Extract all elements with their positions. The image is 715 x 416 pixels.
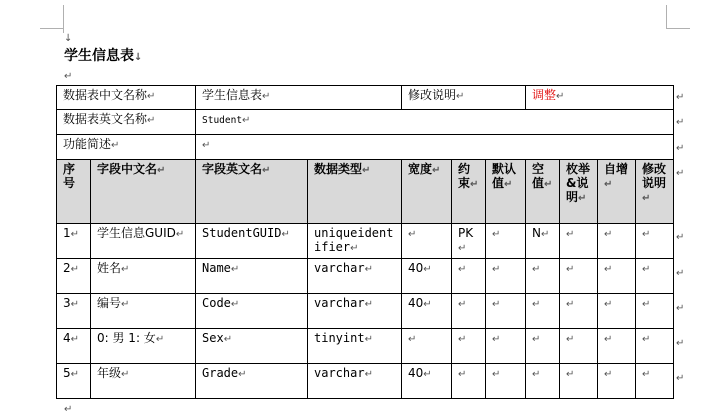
table-row (57, 329, 674, 364)
paragraph-mark: ↵ (64, 71, 73, 82)
document-title[interactable]: 学生信息表↓ (64, 48, 143, 64)
row-end-mark: ↵ (676, 232, 685, 243)
cell-note[interactable]: ↵ (636, 224, 674, 259)
cell-constraint[interactable]: ↵ (452, 364, 486, 399)
cell-enum[interactable]: ↵ (560, 329, 598, 364)
cell-enum[interactable]: ↵ (560, 259, 598, 294)
cell-type[interactable]: varchar↵ (308, 294, 402, 329)
row-end-mark: ↵ (676, 168, 685, 179)
cell-auto[interactable]: ↵ (598, 224, 636, 259)
header-row (57, 160, 674, 224)
cell-note[interactable]: ↵ (636, 259, 674, 294)
cell-no[interactable]: 2↵ (57, 259, 91, 294)
cell-auto[interactable]: ↵ (598, 364, 636, 399)
cell-no[interactable]: 1↵ (57, 224, 91, 259)
cell-note[interactable]: ↵ (636, 329, 674, 364)
row-end-mark: ↵ (676, 117, 685, 128)
cn-name-value[interactable]: 学生信息表↵ (196, 86, 402, 110)
crop-mark-top-left-h (40, 28, 64, 29)
cell-default[interactable]: ↵ (486, 294, 526, 329)
cell-null[interactable]: ↵ (526, 259, 560, 294)
meta-row-en-name (57, 110, 674, 135)
col-header-auto[interactable]: 自增↵ (598, 160, 636, 224)
col-header-en[interactable]: 字段英文名↵ (196, 160, 308, 224)
cell-en[interactable]: Name↵ (196, 259, 308, 294)
cell-width[interactable]: ↵ (402, 329, 452, 364)
crop-mark-top-right-v (666, 5, 667, 28)
cell-type[interactable]: tinyint↵ (308, 329, 402, 364)
cell-note[interactable]: ↵ (636, 294, 674, 329)
cell-auto[interactable]: ↵ (598, 294, 636, 329)
crop-mark-top-right-h (666, 28, 690, 29)
cell-en[interactable]: Sex↵ (196, 329, 308, 364)
cell-constraint[interactable]: ↵ (452, 329, 486, 364)
cell-en[interactable]: Grade↵ (196, 364, 308, 399)
table-row (57, 259, 674, 294)
col-header-enum[interactable]: 枚举&说明↵ (560, 160, 598, 224)
cell-null[interactable]: N↵ (526, 224, 560, 259)
cell-no[interactable]: 4↵ (57, 329, 91, 364)
col-header-null[interactable]: 空值↵ (526, 160, 560, 224)
col-header-type[interactable]: 数据类型↵ (308, 160, 402, 224)
field-table[interactable] (56, 85, 674, 399)
cell-null[interactable]: ↵ (526, 364, 560, 399)
col-header-cn[interactable]: 字段中文名↵ (91, 160, 196, 224)
cell-cn[interactable]: 年级↵ (91, 364, 196, 399)
meta-row-desc (57, 135, 674, 160)
en-name-value[interactable]: Student↵ (196, 110, 674, 135)
cell-null[interactable]: ↵ (526, 329, 560, 364)
col-header-constraint[interactable]: 约束↵ (452, 160, 486, 224)
cell-width[interactable]: ↵ (402, 224, 452, 259)
desc-label[interactable]: 功能简述↵ (57, 135, 196, 160)
cell-enum[interactable]: ↵ (560, 294, 598, 329)
cell-constraint[interactable]: ↵ (452, 294, 486, 329)
cell-enum[interactable]: ↵ (560, 364, 598, 399)
row-end-mark: ↵ (676, 303, 685, 314)
cell-type[interactable]: varchar↵ (308, 259, 402, 294)
table-row (57, 364, 674, 399)
col-header-note[interactable]: 修改说明↵ (636, 160, 674, 224)
row-end-mark: ↵ (676, 143, 685, 154)
cell-en[interactable]: Code↵ (196, 294, 308, 329)
en-name-label[interactable]: 数据表英文名称↵ (57, 110, 196, 135)
modify-value[interactable]: 调整↵ (526, 86, 674, 110)
cell-no[interactable]: 3↵ (57, 294, 91, 329)
cell-auto[interactable]: ↵ (598, 329, 636, 364)
cell-constraint[interactable]: PK↵ (452, 224, 486, 259)
cell-type[interactable]: uniqueidentifier↵ (308, 224, 402, 259)
row-end-mark: ↵ (676, 268, 685, 279)
cell-default[interactable]: ↵ (486, 224, 526, 259)
col-header-default[interactable]: 默认值↵ (486, 160, 526, 224)
cell-null[interactable]: ↵ (526, 294, 560, 329)
paragraph-mark-end: ↵ (64, 404, 73, 415)
meta-row-cn-name (57, 86, 674, 110)
cell-type[interactable]: varchar↵ (308, 364, 402, 399)
cell-no[interactable]: 5↵ (57, 364, 91, 399)
table-row (57, 224, 674, 259)
cell-cn[interactable]: 学生信息GUID↵ (91, 224, 196, 259)
col-header-no[interactable]: 序号 (57, 160, 91, 224)
cell-width[interactable]: 40↵ (402, 259, 452, 294)
cn-name-label[interactable]: 数据表中文名称↵ (57, 86, 196, 110)
cell-cn[interactable]: 姓名↵ (91, 259, 196, 294)
cell-default[interactable]: ↵ (486, 364, 526, 399)
cell-width[interactable]: 40↵ (402, 294, 452, 329)
row-end-mark: ↵ (676, 373, 685, 384)
cell-width[interactable]: 40↵ (402, 364, 452, 399)
cell-default[interactable]: ↵ (486, 259, 526, 294)
cell-note[interactable]: ↵ (636, 364, 674, 399)
cell-constraint[interactable]: ↵ (452, 259, 486, 294)
cell-default[interactable]: ↵ (486, 329, 526, 364)
cell-cn[interactable]: 编号↵ (91, 294, 196, 329)
modify-label[interactable]: 修改说明↵ (402, 86, 526, 110)
cell-en[interactable]: StudentGUID↵ (196, 224, 308, 259)
row-end-mark: ↵ (676, 338, 685, 349)
desc-value[interactable]: ↵ (196, 135, 674, 160)
table-row (57, 294, 674, 329)
cursor-mark: ↓ (64, 33, 73, 44)
cell-cn[interactable]: 0: 男 1: 女↵ (91, 329, 196, 364)
col-header-width[interactable]: 宽度↵ (402, 160, 452, 224)
cell-auto[interactable]: ↵ (598, 259, 636, 294)
row-end-mark: ↵ (676, 92, 685, 103)
cell-enum[interactable]: ↵ (560, 224, 598, 259)
